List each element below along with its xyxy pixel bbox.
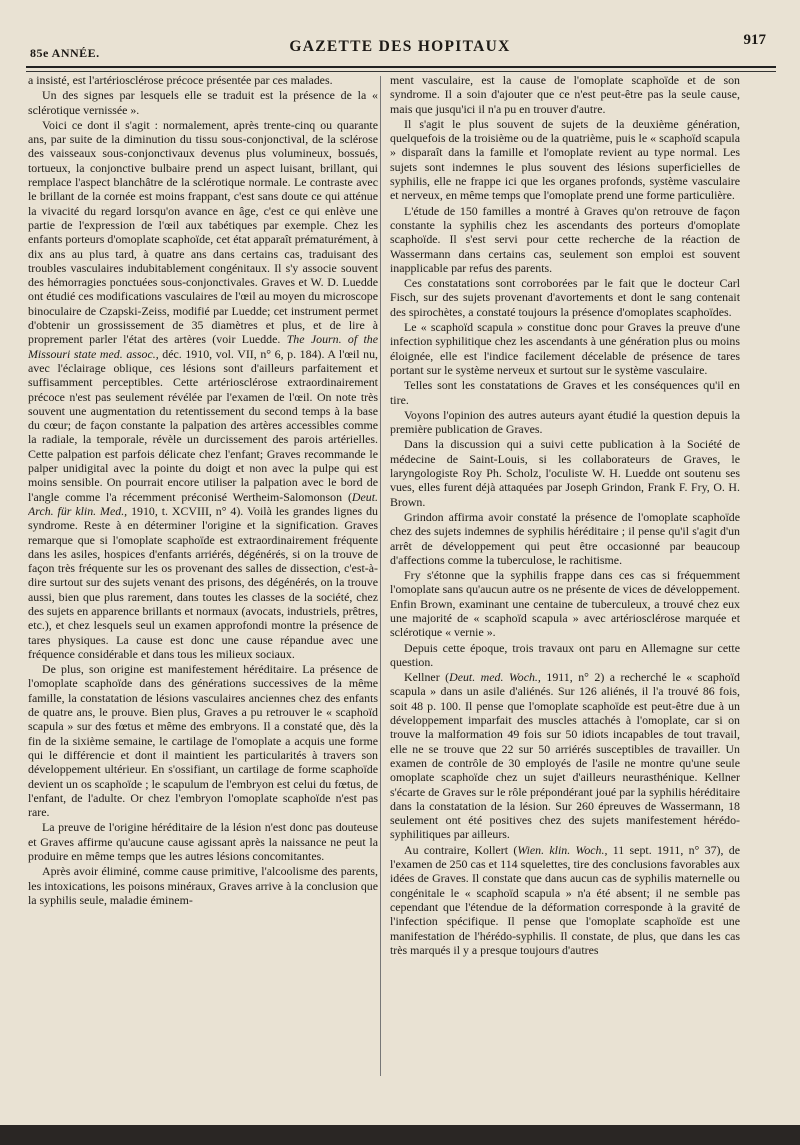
paragraph: Grindon affirma avoir constaté la présence de l'omoplate scaphoïde chez des sujets indemnes de syphilis héréditaire ; il pense qu'il s'agit d'un arrêt de développement qui peut être occasionné par beaucoup d'affections comme la tuberculose, le rachitisme. [390, 509, 740, 567]
page-header [28, 22, 772, 66]
paragraph: L'étude de 150 familles a montré à Graves qu'on retrouve de façon constante la syphilis chez les ascendants des porteurs d'omoplate scaphoïde. Il s'est servi pour cette recherche de la réaction de Wassermann dans certains cas, seulement son emploi est souvent inapplicable par refus des parents. [390, 203, 740, 275]
header-rule-thick [26, 66, 776, 68]
paragraph: Fry s'étonne que la syphilis frappe dans ces cas si fréquemment l'omoplate sans qu'aucun autre os ne présente de vices de développement. Enfin Brown, examinant une centaine de tuberculeux, a trouvé chez eux une majorité de « scaphoïd scapula » avec artériosclérose marquée et sclérotique « vernie ». [390, 568, 740, 640]
scan-edge [0, 1125, 800, 1145]
right-column [390, 73, 740, 1123]
left-column [28, 73, 378, 1123]
header-rule-thin [26, 71, 776, 72]
citation: Deut. med. Woch., [449, 670, 541, 685]
paragraph: Au contraire, Kollert (Wien. klin. Woch., 11 sept. 1911, n° 37), de l'examen de 250 cas et 114 squelettes, tire des conclusions favorables aux idées de Graves. Il constate que dans aucun cas de syphilis maternelle ou congénitale le « scaphoïd scapula » n'a été absent; il ne semble pas cependant que l'étendue de la déformation corresponde à la gravité de l'infection spécifique. Il pense que l'omoplate scaphoïde est une manifestation de l'hérédo-syphilis. Il constate, de plus, que dans les cas très marqués il y a presque toujours d'autres [390, 842, 740, 957]
paragraph: De plus, son origine est manifestement héréditaire. La présence de l'omoplate scaphoïde dans des générations successives de la même famille, la constatation de lésions vasculaires anciennes chez des enfants de quatre ans, le prouve. Bien plus, Graves a pu retrouver le « scaphoïd scapula » sur des fœtus et même des embryons. Il a constaté que, dès la fin de la sixième semaine, le cartilage de l'omoplate a acquis une forme qui le différencie et dont il maintient les particularités à travers son développement ultérieur. En s'ossifiant, un cartilage de forme scaphoïde devient un os scaphoïde ; le scapulum de l'embryon est celui du fœtus, de l'enfant, de l'adulte. Or chez l'embryon l'omoplate scaphoïde n'est pas rare. [28, 662, 378, 820]
journal-title: GAZETTE DES HOPITAUX [289, 38, 511, 55]
paragraph: Voyons l'opinion des autres auteurs ayant étudié la question depuis la première publication de Graves. [390, 407, 740, 437]
column-divider [380, 76, 381, 1076]
citation: Wien. klin. Woch., [517, 842, 608, 857]
paragraph: La preuve de l'origine héréditaire de la lésion n'est donc pas douteuse et Graves affirme qu'aucune cause agissant après la naissance ne peut la produire en même temps que les autres lésions concomitantes. [28, 820, 378, 864]
paragraph: a insisté, est l'artériosclérose précoce présentée par ces malades. [28, 73, 333, 87]
paragraph: Il s'agit le plus souvent de sujets de la deuxième génération, quelquefois de la troisième ou de la quatrième, puis le « scaphoïd scapula » disparaît dans la famille et l'omoplate revient au type normal. Les sujets sont indemnes le plus souvent des lésions superficielles de syphilis, elle ne frappe ici que les organes profonds, système vasculaire et nerveux, en même temps que l'omoplate prend une forme particulière. [390, 116, 740, 203]
citation: The Journ. of the Missouri state med. assoc., [28, 332, 378, 361]
paragraph: ment vasculaire, est la cause de l'omoplate scaphoïde et de son syndrome. Il a soin d'ajouter que ce n'est peut-être pas la seule cause, mais que jusqu'ici il n'a pu en trouver d'autre. [390, 73, 740, 116]
paragraph: Telles sont les constatations de Graves et les conséquences qu'il en tire. [390, 378, 740, 407]
paragraph: Depuis cette époque, trois travaux ont paru en Allemagne sur cette question. [390, 640, 740, 669]
edition-year: 85e ANNÉE. [30, 46, 100, 60]
paragraph: Un des signes par lesquels elle se traduit est la présence de la « sclérotique vernissée ». [28, 88, 378, 117]
page-number: 917 [743, 32, 766, 48]
paragraph: Après avoir éliminé, comme cause primitive, l'alcoolisme des parents, les intoxications, les poisons minéraux, Graves arrive à la conclusion que la syphilis seule, maladie éminem- [28, 864, 378, 907]
paragraph: Voici ce dont il s'agit : normalement, après trente-cinq ou quarante ans, par suite de la diminution du tissu sous-conjonctival, de la sclérose des vaisseaux sous-conjonctivaux devenus plus volumineux, bossués, tortueux, la conjonctive bulbaire prend un aspect luisant, brillant, qui remplace l'aspect blanchâtre de la sclérotique normale. Le contraste avec le brillant de la cornée est moins frappant, c'est sans doute ce qui atténue la vivacité du regard lorsqu'on avance en âge, c'est ce qui enlève une partie de l'expression de l'œil aux tabétiques par exemple. Chez les enfants porteurs d'omoplate scaphoïde, cet état apparaît prématurément, à dix ans au plus tard, à quatre ans dans certains cas, traduisant des troubles vasculaires indubitablement congénitaux. Il s'y associe souvent des hémorragies ponctuées sous-conjonctivales. Graves et W. D. Luedde ont étudié ces modifications vasculaires de l'œil au moyen du microscope binoculaire de Czapski-Zeiss, modifié par Luedde; cet instrument permet d'obtenir un grossissement de 35 diamètres et plus, et de lire à proprement parler l'état des artères (voir Luedde. The Journ. of the Missouri state med. assoc., déc. 1910, vol. VII, n° 6, p. 184). A l'œil nu, avec l'éclairage oblique, ces lésions sont d'ailleurs parfaitement et suffisamment perceptibles. Cette artériosclérose extraordinairement précoce n'est pas seulement révélée par l'examen de l'œil. On note très souvent une augmentation du retentissement du second temps à la base du cœur; de façon constante la palpation des artères accessibles comme la radiale, la temporale, révèle un durcissement des parois artérielles. Cette palpation est parfois délicate chez l'enfant; Graves recommande le palper unidigital avec la pointe du doigt et non avec la pulpe qui est moins sensible. On pourrait encore utiliser la palpation avec le bord de l'angle comme l'a récemment préconisé Wertheim-Salomonson (Deut. Arch. für klin. Med., 1910, t. XCVIII, n° 4). Voilà les grandes lignes du syndrome. Reste à en déterminer l'origine et la signification. Graves remarque que si l'omoplate scaphoïde est extraordinairement fréquente dans les asiles, hospices d'enfants arriérés, dégénérés, si on la trouve de façon très fréquente sur les os provenant des salles de dissection, c'est-à-dire surtout sur des sujets venant des prisons, des dégénérés, on la trouve aussi, bien que plus rarement, dans toutes les classes de la société, chez des sujets en apparence brillants et normaux (avocats, industriels, prêtres, etc.), et chez lesquels seul un examen approfondi montre la présence de tares physiques. La cause est donc une cause répandue avec une fréquence considérable et dans tous les milieux sociaux. [28, 117, 378, 661]
paragraph: Ces constatations sont corroborées par le fait que le docteur Carl Fisch, sur des sujets provenant d'avortements et dont le sang contenait des spirochètes, a constaté toujours la présence d'omoplates scaphoïdes. [390, 276, 740, 319]
paragraph: Le « scaphoïd scapula » constitue donc pour Graves la preuve d'une infection syphilitique chez les ascendants à une génération plus ou moins éloignée, elle est l'indice facilement décelable de présence de tares portant sur le système nerveux et surtout sur le système vasculaire. [390, 320, 740, 377]
paragraph: Dans la discussion qui a suivi cette publication à la Société de médecine de Saint-Louis, si les collaborateurs de Graves, le laryngologiste Roy Ph. Scholz, l'oculiste W. H. Luedde ont soutenu ses vues, elles furent déjà attaquées par Joseph Grindon, Frank F. Fry, O. H. Brown. [390, 437, 740, 509]
citation: Deut. Arch. für klin. Med., [28, 489, 378, 518]
paragraph: Kellner (Deut. med. Woch., 1911, n° 2) a recherché le « scaphoïd scapula » dans un asile d'aliénés. Sur 126 aliénés, il l'a trouvé 86 fois, soit 48 p. 100. Il pense que l'omoplate scaphoïde est peut-être due à un développement imparfait des muscles attachés à l'omoplate, car si on trouve la malformation 49 fois sur 50 idiots incapables de tout travail, elle ne se trouve que 22 sur 50 arriérés susceptibles de travailler. Un examen de contrôle de 30 employés de l'asile ne montre qu'une seule omoplate scaphoïde chez un sujet d'ailleurs neurasthénique. Kellner s'écarte de Graves sur le rôle prépondérant joué par la syphilis héréditaire dans la constatation de la lésion. Sur 260 épreuves de Wassermann, 18 seulement ont été positives chez des sujets manifestement hérédo-syphilitiques par ailleurs. [390, 670, 740, 842]
